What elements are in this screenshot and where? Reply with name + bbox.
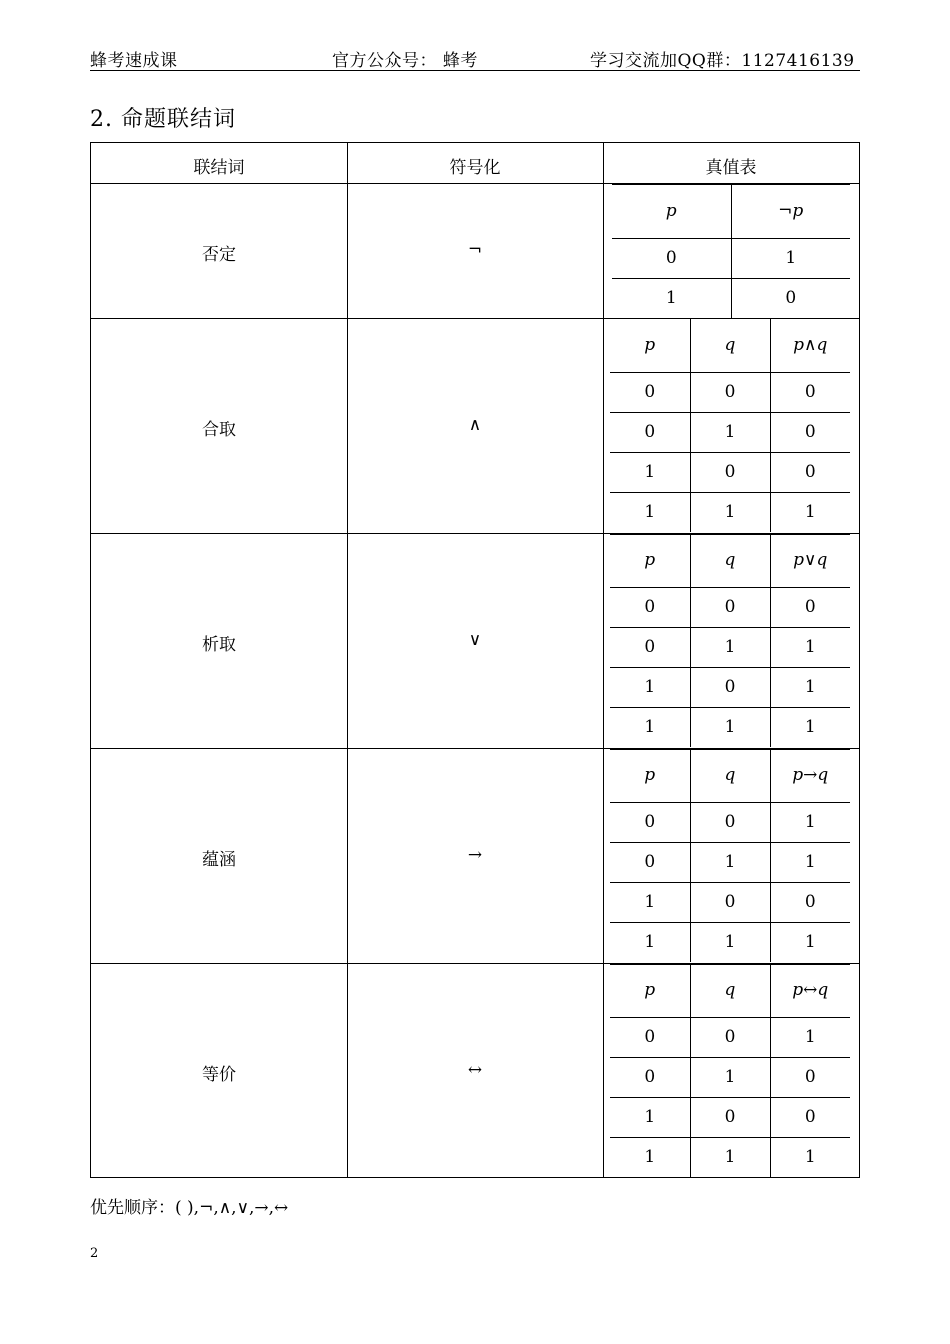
truth-cell: 1 — [610, 707, 690, 747]
connective-symbol: ↔ — [467, 1060, 483, 1080]
truth-cell: 1 — [610, 1097, 690, 1137]
truth-cell: 0 — [610, 802, 690, 842]
truth-cell: 0 — [690, 882, 770, 922]
truth-cell: 0 — [612, 238, 731, 278]
truth-table-conjunction — [610, 319, 850, 532]
truth-table-negation — [612, 184, 850, 318]
connective-name: 合取 — [202, 420, 236, 440]
truth-cell: 1 — [770, 1137, 850, 1177]
header-course-name: 蜂考速成课 — [90, 51, 178, 71]
truth-cell: 0 — [770, 1057, 850, 1097]
truth-cell: 0 — [690, 1097, 770, 1137]
truth-cell: 0 — [610, 587, 690, 627]
truth-cell: 1 — [770, 922, 850, 962]
truth-cell: 0 — [610, 372, 690, 412]
truth-cell: 0 — [690, 667, 770, 707]
truth-header-cell: p — [644, 335, 656, 356]
truth-header-cell: p — [644, 765, 656, 786]
truth-header-cell: q — [690, 749, 770, 802]
truth-cell: 0 — [770, 452, 850, 492]
truth-cell: 1 — [610, 1137, 690, 1177]
truth-cell: 1 — [690, 842, 770, 882]
truth-cell: 1 — [610, 492, 690, 532]
truth-table-disjunction — [610, 534, 850, 747]
truth-cell: 1 — [690, 1137, 770, 1177]
truth-cell: 1 — [770, 667, 850, 707]
connective-symbol: → — [467, 845, 483, 865]
truth-header-cell: p — [644, 980, 656, 1001]
truth-cell: 1 — [690, 492, 770, 532]
page-header — [90, 44, 860, 71]
truth-cell: 1 — [770, 1017, 850, 1057]
connective-name: 等价 — [202, 1065, 236, 1085]
truth-cell: 1 — [690, 707, 770, 747]
truth-cell: 1 — [610, 667, 690, 707]
truth-header-cell: ¬p — [731, 184, 850, 238]
truth-cell: 0 — [610, 842, 690, 882]
connective-symbol: ∨ — [468, 630, 482, 650]
truth-header-cell: p∨q — [770, 534, 850, 587]
truth-cell: 1 — [610, 882, 690, 922]
truth-cell: 0 — [690, 1017, 770, 1057]
connective-name: 否定 — [202, 245, 236, 265]
truth-cell: 1 — [770, 492, 850, 532]
precedence-note: 优先顺序：( ),¬,∧,∨,→,↔ — [90, 1198, 289, 1218]
truth-table-implication — [610, 749, 850, 962]
section-title: 2. 命题联结词 — [90, 107, 236, 132]
truth-cell: 1 — [690, 1057, 770, 1097]
connective-name: 蕴涵 — [202, 850, 236, 870]
truth-cell: 0 — [690, 587, 770, 627]
truth-header-cell: p — [644, 550, 656, 571]
truth-table-top-rule — [610, 533, 850, 535]
truth-cell: 0 — [610, 412, 690, 452]
truth-cell: 0 — [770, 372, 850, 412]
truth-header-cell: p→q — [770, 749, 850, 802]
truth-header-cell: q — [690, 964, 770, 1017]
truth-cell: 0 — [770, 882, 850, 922]
truth-cell: 1 — [690, 627, 770, 667]
truth-cell: 0 — [770, 412, 850, 452]
truth-cell: 1 — [770, 707, 850, 747]
truth-cell: 1 — [612, 278, 731, 318]
truth-table-top-rule — [610, 748, 850, 750]
truth-cell: 0 — [690, 802, 770, 842]
col-header-truth-table: 真值表 — [705, 158, 757, 178]
truth-cell: 0 — [770, 1097, 850, 1137]
truth-header-cell: p↔q — [770, 964, 850, 1017]
connective-symbol: ¬ — [467, 240, 483, 260]
truth-header-cell: q — [690, 319, 770, 372]
truth-cell: 0 — [690, 372, 770, 412]
truth-table-top-rule — [610, 963, 850, 965]
connective-name: 析取 — [202, 635, 236, 655]
truth-cell: 0 — [610, 627, 690, 667]
header-qq-group: 学习交流加QQ群：1127416139 — [590, 51, 855, 71]
truth-cell: 1 — [610, 922, 690, 962]
header-official-account: 官方公众号： 蜂考 — [332, 51, 478, 71]
truth-table-biconditional — [610, 964, 850, 1177]
truth-cell: 0 — [690, 452, 770, 492]
table-divider — [347, 143, 348, 1177]
truth-cell: 1 — [610, 452, 690, 492]
truth-cell: 0 — [731, 278, 850, 318]
table-divider — [603, 143, 604, 1177]
col-header-connective: 联结词 — [193, 158, 245, 178]
truth-cell: 0 — [610, 1017, 690, 1057]
truth-cell: 0 — [610, 1057, 690, 1097]
truth-header-cell: p — [665, 200, 677, 221]
truth-cell: 1 — [731, 238, 850, 278]
truth-cell: 1 — [770, 842, 850, 882]
connective-symbol: ∧ — [468, 415, 482, 435]
truth-cell: 1 — [770, 802, 850, 842]
page-number: 2 — [90, 1246, 99, 1261]
truth-header-cell: p∧q — [770, 319, 850, 372]
truth-cell: 1 — [690, 922, 770, 962]
truth-cell: 0 — [770, 587, 850, 627]
truth-header-cell: q — [690, 534, 770, 587]
truth-cell: 1 — [690, 412, 770, 452]
truth-table-top-rule — [612, 183, 850, 185]
truth-cell: 1 — [770, 627, 850, 667]
col-header-symbol: 符号化 — [449, 158, 501, 178]
